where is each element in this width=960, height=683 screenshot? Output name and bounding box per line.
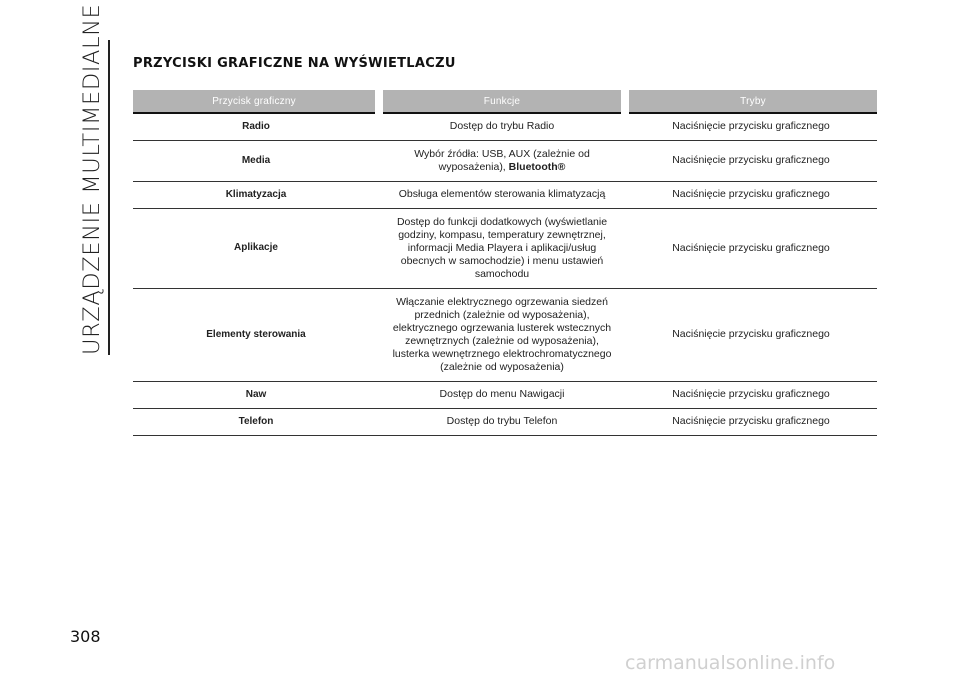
function-text: Dostęp do funkcji dodatkowych (wyświetlanie godziny, kompasu, temperatury zewnętrznej, informacji Media Playera i aplikacji/usług obecnych w samochodzie) i menu ustawień samochodu [379,209,625,289]
buttons-table [133,90,877,436]
section-title: URZĄDZENIE MULTIMEDIALNE [79,3,105,355]
table-row [133,209,877,289]
table-row [133,382,877,409]
page-number: 308 [70,627,101,646]
button-name: Aplikacje [133,209,379,289]
function-text: Dostęp do trybu Telefon [379,409,625,436]
watermark: carmanualsonline.info [625,652,836,674]
section-divider [108,40,110,355]
column-header: Funkcje [379,90,625,113]
mode-text: Naciśnięcie przycisku graficznego [625,209,877,289]
mode-text: Naciśnięcie przycisku graficznego [625,141,877,182]
button-name: Media [133,141,379,182]
button-name: Radio [133,113,379,141]
button-name: Elementy sterowania [133,289,379,382]
button-name: Naw [133,382,379,409]
button-name: Klimatyzacja [133,182,379,209]
table-row [133,289,877,382]
page-heading: PRZYCISKI GRAFICZNE NA WYŚWIETLACZU [133,56,456,71]
function-text: Obsługa elementów sterowania klimatyzacją [379,182,625,209]
function-text: Dostęp do trybu Radio [379,113,625,141]
function-text: Wybór źródła: USB, AUX (zależnie od wyposażenia), [414,147,590,173]
function-text: Dostęp do menu Nawigacji [379,382,625,409]
mode-text: Naciśnięcie przycisku graficznego [625,289,877,382]
table-row [133,113,877,141]
function-cell [379,141,625,182]
column-header: Przycisk graficzny [133,90,379,113]
mode-text: Naciśnięcie przycisku graficznego [625,182,877,209]
table-row [133,182,877,209]
mode-text: Naciśnięcie przycisku graficznego [625,409,877,436]
table-row [133,141,877,182]
function-text: Włączanie elektrycznego ogrzewania siedzeń przednich (zależnie od wyposażenia), elektrycznego ogrzewania lusterek wstecznych zewnętrznych (zależnie od wyposażenia), lusterka wewnętrznego elektrochromatycznego (zależnie od wyposażenia) [379,289,625,382]
button-name: Telefon [133,409,379,436]
function-bold-text: Bluetooth® [508,161,566,173]
mode-text: Naciśnięcie przycisku graficznego [625,382,877,409]
table-header [133,90,877,113]
table-row [133,409,877,436]
column-header: Tryby [625,90,877,113]
mode-text: Naciśnięcie przycisku graficznego [625,113,877,141]
